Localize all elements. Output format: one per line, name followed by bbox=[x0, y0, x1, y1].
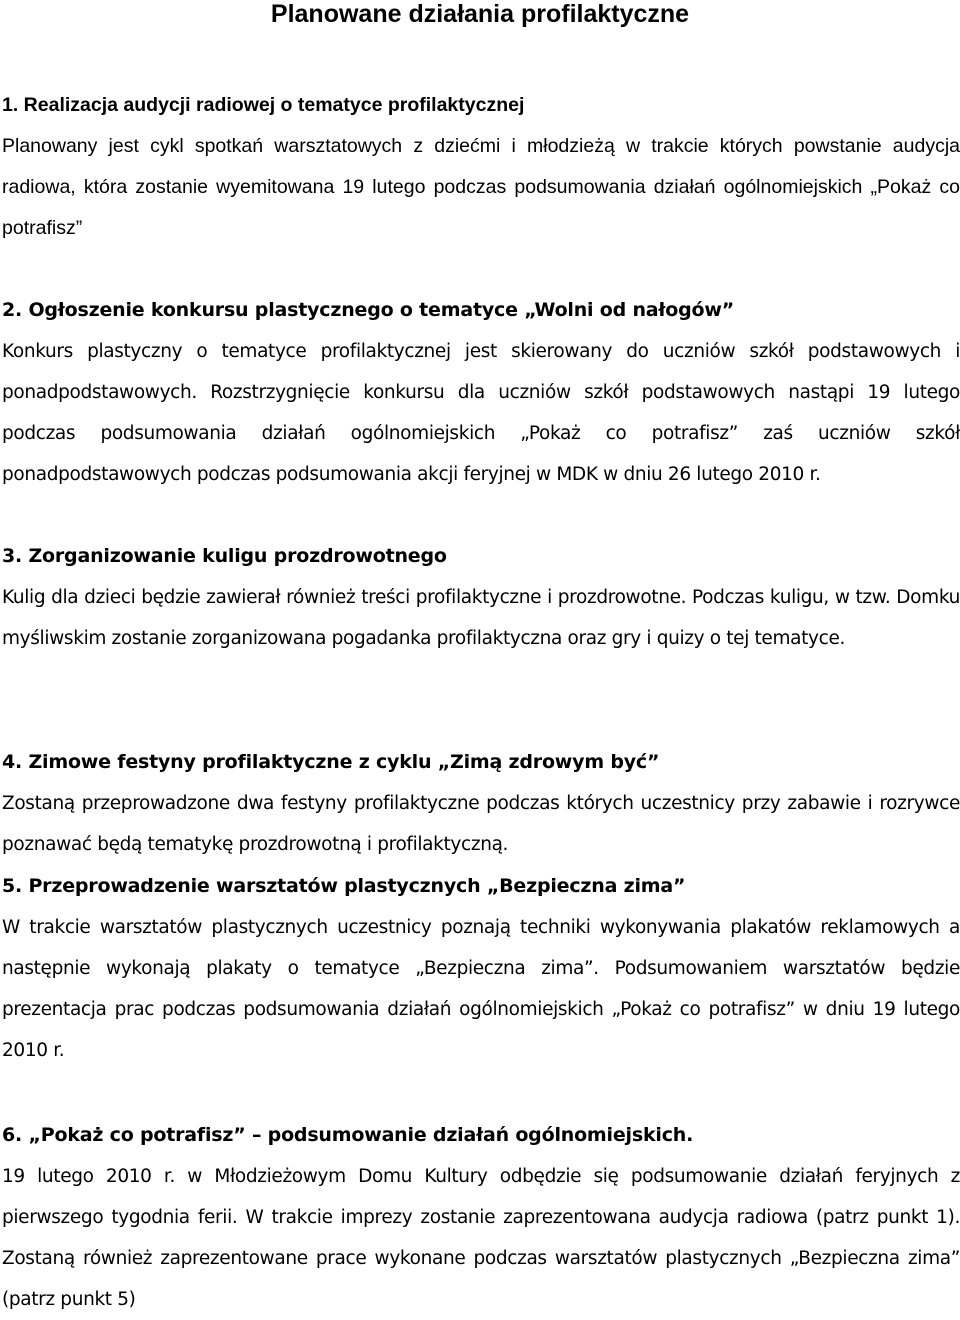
section-heading: 5. Przeprowadzenie warsztatów plastycznych „Bezpieczna zima” bbox=[2, 875, 686, 897]
section-body: Konkurs plastyczny o tematyce profilaktycznej jest skierowany do uczniów szkół podstawowych i ponadpodstawowych. Rozstrzygnięcie konkursu dla uczniów szkół podstawowych nastąpi 19 lutego podczas podsumowania działań ogólnomiejskich „Pokaż co potrafisz” zaś uczniów szkół ponadpodstawowych podczas podsumowania akcji feryjnej w MDK w dniu 26 lutego 2010 r. bbox=[2, 341, 960, 485]
section-radio-broadcast bbox=[2, 85, 960, 249]
section-body: Kulig dla dzieci będzie zawierał również treści profilaktyczne i prozdrowotne. Podczas kuligu, w tzw. Domku myśliwskim zostanie zorganizowana pogadanka profilaktyczna oraz gry i quizy o tej tematyce. bbox=[2, 587, 960, 649]
section-summary-event bbox=[2, 1115, 960, 1320]
section-art-workshops bbox=[2, 866, 960, 1071]
section-heading: 4. Zimowe festyny profilaktyczne z cyklu „Zimą zdrowym być” bbox=[2, 751, 660, 773]
section-art-contest bbox=[2, 290, 960, 495]
section-body: Planowany jest cykl spotkań warsztatowych z dziećmi i młodzieżą w trakcie których powstanie audycja radiowa, która zostanie wyemitowana 19 lutego podczas podsumowania działań ogólnomiejskich „Pokaż co potrafisz” bbox=[2, 135, 960, 239]
section-body: 19 lutego 2010 r. w Młodzieżowym Domu Kultury odbędzie się podsumowanie działań feryjnych z pierwszego tygodnia ferii. W trakcie imprezy zostanie zaprezentowana audycja radiowa (patrz punkt 1). Zostaną również zaprezentowane prace wykonane podczas warsztatów plastycznych „Bezpieczna zima” (patrz punkt 5) bbox=[2, 1166, 960, 1310]
section-sleigh-ride bbox=[2, 536, 960, 659]
section-body: Zostaną przeprowadzone dwa festyny profilaktyczne podczas których uczestnicy przy zabawie i rozrywce poznawać będą tematykę prozdrowotną i profilaktyczną. bbox=[2, 793, 960, 855]
section-winter-festivals bbox=[2, 742, 960, 865]
section-heading: 1. Realizacja audycji radiowej o tematyce profilaktycznej bbox=[2, 94, 525, 116]
section-heading: 3. Zorganizowanie kuligu prozdrowotnego bbox=[2, 545, 447, 567]
section-body: W trakcie warsztatów plastycznych uczestnicy poznają techniki wykonywania plakatów reklamowych a następnie wykonają plakaty o tematyce „Bezpieczna zima”. Podsumowaniem warsztatów będzie prezentacja prac podczas podsumowania działań ogólnomiejskich „Pokaż co potrafisz” w dniu 19 lutego 2010 r. bbox=[2, 917, 960, 1061]
document-title: Planowane działania profilaktyczne bbox=[270, 0, 690, 28]
section-heading: 2. Ogłoszenie konkursu plastycznego o tematyce „Wolni od nałogów” bbox=[2, 299, 734, 321]
section-heading: 6. „Pokaż co potrafisz” – podsumowanie działań ogólnomiejskich. bbox=[2, 1124, 694, 1146]
